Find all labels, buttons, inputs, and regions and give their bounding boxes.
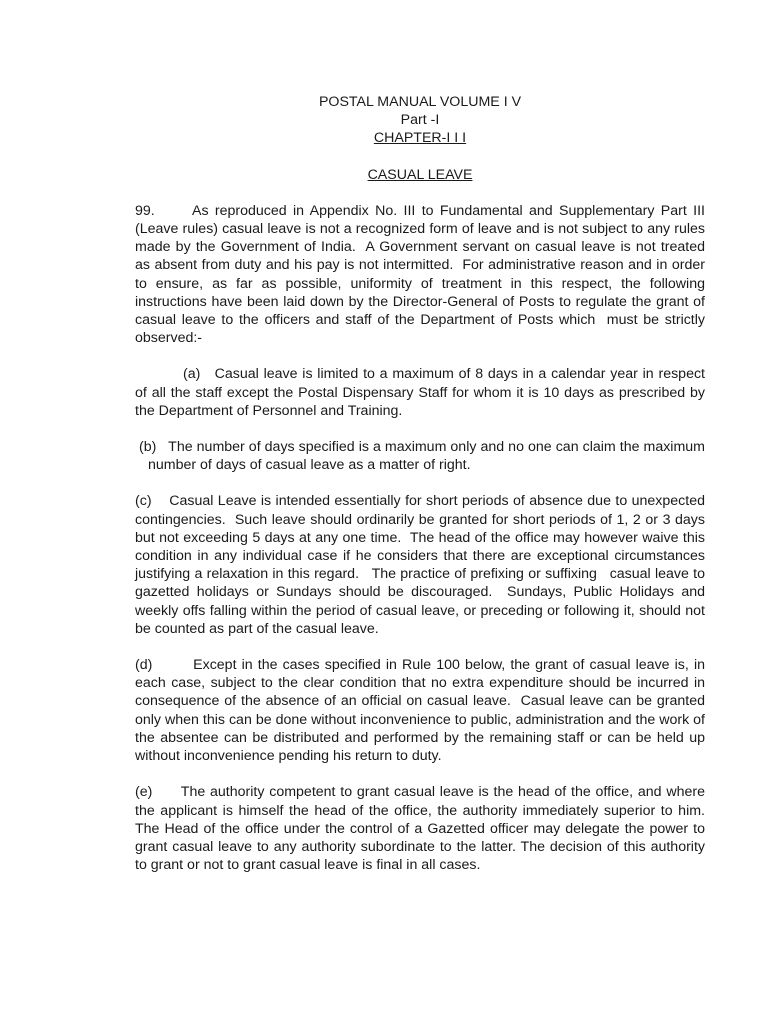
chapter-heading: CHAPTER-I I I — [373, 130, 467, 147]
clause-c: (c) Casual Leave is intended essentially for short periods of absence due to unexpected contingencies. Such leave should ordinarily be granted for short periods of 1, 2 or 3 days but not exceeding 5 days at any one time. The head of the office may however waive this condition in any individual case if he considers that there are exceptional circumstances justifying a relaxation in this regard. The practice of prefixing or suffixing casual leave to gazetted holidays or Sundays should be discouraged. Sundays, Public Holidays and weekly offs falling within the period of casual leave, or preceding or following it, should not be counted as part of the casual leave. — [135, 493, 709, 637]
clause-a: (a) Casual leave is limited to a maximum of 8 days in a calendar year in respect of all the staff except the Postal Dispensary Staff for whom it is 10 days as prescribed by the Department of Personnel and Training. — [135, 366, 709, 419]
clause-e: (e) The authority competent to grant casual leave is the head of the office, and where the applicant is himself the head of the office, the authority immediately superior to him. The Head of the office under the control of a Gazetted officer may delegate the power to grant casual leave to any authority subordinate to the latter. The decision of this authority to grant or not to grant casual leave is final in all cases. — [135, 784, 713, 874]
clause-b: (b) The number of days specified is a maximum only and no one can claim the maximum number of days of casual leave as a matter of right. — [139, 439, 709, 474]
document-page — [135, 93, 713, 874]
paragraph-99: 99. As reproduced in Appendix No. III to Fundamental and Supplementary Part III (Leave rules) casual leave is not a recognized form of leave and is not subject to any rules made by the Government of India. A Government servant on casual leave is not treated as absent from duty and his pay is not intermitted. For administrative reason and in order to ensure, as far as possible, uniformity of treatment in this respect, the following instructions have been laid down by the Director-General of Posts to regulate the grant of casual leave to the officers and staff of the Department of Posts which must be strictly observed:- — [135, 202, 709, 347]
section-title: CASUAL LEAVE — [367, 166, 473, 183]
clause-d: (d) Except in the cases specified in Rule 100 below, the grant of casual leave is, in each case, subject to the clear condition that no extra expenditure should be incurred in consequence of the absence of an official on casual leave. Casual leave can be granted only when this can be done without inconvenience to public, administration and the work of the absentee can be distributed and performed by the remaining staff or can be held up without inconvenience pending his return to duty. — [135, 657, 709, 765]
manual-title: POSTAL MANUAL VOLUME I V — [318, 94, 522, 110]
part-label: Part -I — [400, 112, 440, 129]
